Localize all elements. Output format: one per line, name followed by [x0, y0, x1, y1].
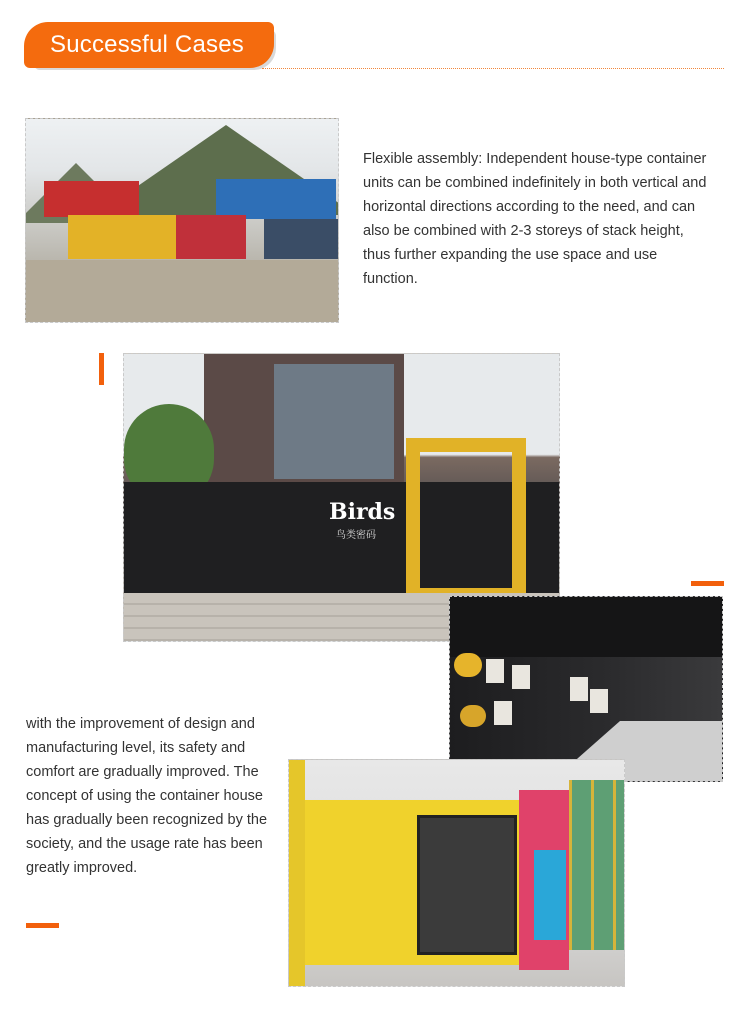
photo-exhibition-interior	[449, 596, 723, 782]
photo-shape-frame	[494, 701, 512, 725]
photo-shape-red-container	[44, 181, 139, 217]
photo-sign-birds: Birds	[329, 499, 396, 525]
section-banner	[24, 22, 274, 68]
photo-shape-ceiling	[450, 597, 722, 657]
photo-shape-glass-container	[264, 219, 339, 259]
photo-container-complex-mountain	[25, 118, 339, 323]
photo-shape-ground	[26, 260, 338, 322]
photo-shape-frame	[570, 677, 588, 701]
description-improvement: with the improvement of design and manufacturing level, its safety and comfort are gradually improved. The concept of using the container house has gradually been recognized by the society, and the usage rate has been greatly improved.	[26, 716, 268, 876]
photo-shape-bird-artwork	[454, 653, 482, 677]
photo-shape-frame	[486, 659, 504, 683]
photo-shape-yellow-container	[68, 215, 183, 259]
photo-shape-yellow-pole	[289, 760, 305, 986]
photo-shape-blue-container	[216, 179, 336, 219]
accent-bar-horizontal-left	[26, 923, 59, 928]
accent-bar-horizontal-right	[691, 581, 724, 586]
photo-shape-red-container-lower	[176, 215, 246, 259]
photo-yellow-container-office	[288, 759, 625, 987]
section-title: Successful Cases	[50, 31, 244, 58]
photo-shape-frame	[590, 689, 608, 713]
dotted-divider	[262, 68, 724, 69]
accent-bar-vertical	[99, 353, 104, 385]
photo-shape-scaffold	[569, 780, 625, 950]
photo-shape-glass-facade	[274, 364, 394, 479]
description-flexible-assembly: Flexible assembly: Independent house-type container units can be combined indefinitely in both vertical and horizontal directions according to the need, and can also be combined with 2-3 storeys of stack height, thus further expanding the use space and use function.	[363, 151, 707, 287]
photo-shape-cyan-panel	[534, 850, 566, 940]
photo-sign-birds-chinese: 鸟类密码	[336, 530, 376, 541]
photo-shape-yellow-frame	[406, 438, 526, 602]
photo-shape-double-door	[417, 815, 517, 955]
photo-shape-bird-artwork-lower	[460, 705, 486, 727]
photo-shape-frame	[512, 665, 530, 689]
